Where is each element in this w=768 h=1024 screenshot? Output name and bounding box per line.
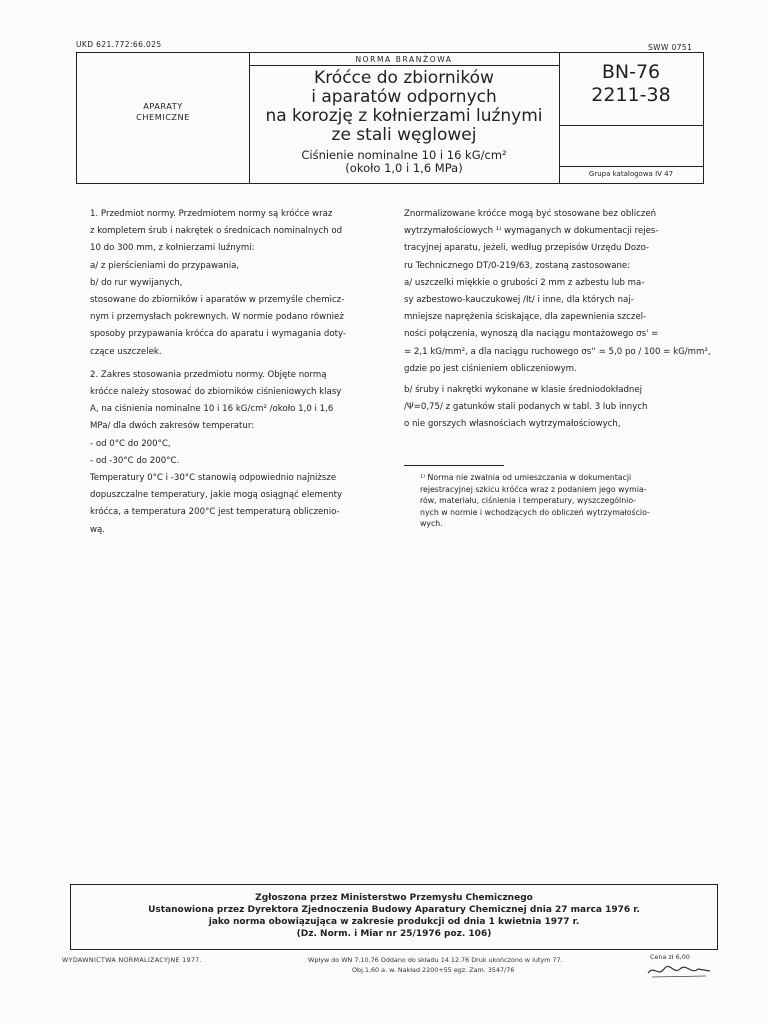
approval-line-2: Ustanowiona przez Dyrektora Zjednoczenia Budowy Aparatury Chemicznej dnia 27 marca 1976 r. [148, 905, 640, 915]
right-line-4: ru Technicznego DT/0-219/63, zostaną zastosowane: [404, 260, 631, 271]
right-line-13: o nie gorszych własnościach wytrzymałościowych, [404, 419, 621, 430]
catalog-group: Grupa katalogowa IV 47 [588, 170, 674, 178]
para-2-line-2: króćce należy stosować do zbiorników ciśnieniowych klasy [90, 387, 342, 398]
right-line-10: gdzie po jest ciśnieniem obliczeniowym. [404, 363, 577, 374]
standard-number: 2211-38 [591, 84, 671, 106]
right-column [404, 206, 714, 434]
approval-line-3: jako norma obowiązująca w zakresie produkcji od dnia 1 kwietnia 1977 r. [208, 917, 580, 927]
category-line-1: APARATY [143, 101, 183, 111]
para-2-line-5: - od 0°C do 200°C, [90, 438, 171, 449]
title-line-3: na korozję z kołnierzami luźnymi [265, 106, 543, 126]
para-1-line-1: 1. Przedmiot normy. Przedmiotem normy są króćce wraz [90, 209, 333, 219]
title-line-1: Króćce do zbiorników [314, 68, 494, 88]
price: Cena zł 6,00 [650, 953, 690, 961]
document-subtitle [249, 149, 559, 175]
para-2-line-7: Temperatury 0°C i -30°C stanowią odpowiednio najniższe [90, 473, 337, 484]
para-2-line-6: - od -30°C do 200°C. [90, 455, 180, 466]
print-info-1: Wpływ do WN 7.10.76 Oddano do składu 14.12.76 Druk ukończono w lutym 77. [308, 956, 563, 964]
right-line-11: b/ śruby i nakrętki wykonane w klasie średniodokładnej [404, 385, 643, 396]
handwritten-signature-icon [646, 963, 712, 979]
title-line-4: ze stali węglowej [331, 125, 477, 145]
para-1-line-9: czące uszczelek. [90, 346, 162, 357]
para-1-line-7: nym i przemysłach pokrewnych. W normie podano również [90, 312, 344, 323]
right-line-8: ności połączenia, wynoszą dla naciągu montażowego σs' = [404, 329, 659, 340]
approval-line-4: (Dz. Norm. i Miar nr 25/1976 poz. 106) [296, 929, 492, 939]
print-info-2: Obj.1,60 a. w. Nakład 2200+55 egz. Zam. 3547/76 [352, 966, 515, 974]
para-1-line-6: stosowane do zbiorników i aparatów w przemyśle chemicz- [90, 295, 345, 306]
subtitle-line-2: (około 1,0 i 1,6 MPa) [345, 161, 463, 175]
left-column [90, 206, 390, 539]
right-line-2: wytrzymałościowych ¹⁾ wymaganych w dokumentacji rejes- [404, 226, 659, 237]
standard-id-text: BN-76 [601, 61, 661, 83]
right-line-9: = 2,1 kG/mm², a dla naciągu ruchowego σs'' = 5,0 po / 100 = kG/mm², [404, 346, 711, 357]
para-2-line-3: A, na ciśnienia nominalne 10 i 16 kG/cm² /około 1,0 i 1,6 [90, 404, 334, 415]
right-line-3: tracyjnej aparatu, jeżeli, według przepisów Urzędu Dozo- [404, 243, 650, 254]
right-line-1: Znormalizowane króćce mogą być stosowane bez obliczeń [404, 209, 657, 219]
category-label [77, 101, 249, 123]
header-box [76, 52, 704, 184]
footnote-line-5: wych. [420, 519, 443, 528]
footnote [420, 472, 714, 530]
udc-code: UKD 621.772:66.025 [76, 40, 162, 49]
para-2-line-1: 2. Zakres stosowania przedmiotu normy. Objęte normą [90, 369, 327, 380]
para-1-line-5: b/ do rur wywijanych, [90, 277, 183, 288]
publisher: WYDAWNICTWA NORMALIZACYJNE 1977. [62, 956, 202, 964]
approval-box [70, 884, 718, 950]
sww-code: SWW 0751 [648, 43, 693, 52]
handwritten-mark [646, 963, 712, 982]
footnote-line-4: nych w normie i wchodzących do obliczeń wytrzymałościo- [420, 507, 650, 517]
subtitle-line-1: Ciśnienie nominalne 10 i 16 kG/cm² [301, 148, 507, 162]
right-line-12: /Ψ=0,75/ z gatunków stali podanych w tabl. 3 lub innych [404, 402, 648, 413]
para-2-line-4: MPa/ dla dwóch zakresów temperatur: [90, 421, 255, 432]
right-line-7: mniejsze naprężenia ściskające, dla zapewnienia szczel- [404, 312, 647, 323]
document-title [249, 69, 559, 145]
footnote-line-3: rów, materiału, ciśnienia i temperatury, wyszczególnio- [420, 496, 637, 505]
category-line-2: CHEMICZNE [136, 112, 190, 122]
para-2-line-10: wą. [90, 524, 106, 535]
para-1-line-8: sposoby przypawania króćca do aparatu i wymagania doty- [90, 329, 346, 340]
footnote-line-1: ¹⁾ Norma nie zwalnia od umieszczania w dokumentacji [420, 473, 632, 482]
right-line-5: a/ uszczelki miękkie o grubości 2 mm z azbestu lub ma- [404, 277, 645, 288]
standard-id [559, 61, 703, 107]
footnote-line-2: rejestracyjnej szkicu króćca wraz z podaniem jego wymia- [420, 484, 647, 494]
para-1-line-2: z kompletem śrub i nakrętek o średnicach nominalnych od [90, 226, 343, 237]
approval-line-1: Zgłoszona przez Ministerstwo Przemysłu Chemicznego [255, 893, 533, 903]
para-1-line-3: 10 do 300 mm, z kołnierzami luźnymi: [90, 243, 255, 254]
right-line-6: sy azbestowo-kauczukowej /It/ i inne, dla których naj- [404, 295, 634, 306]
para-2-line-8: dopuszczalne temperatury, jakie mogą osiągnąć elementy [90, 490, 343, 501]
para-1-line-4: a/ z pierścieniami do przypawania, [90, 260, 240, 271]
norma-label: NORMA BRANŻOWA [355, 55, 453, 64]
para-2-line-9: króćca, a temperatura 200°C jest temperaturą obliczenio- [90, 507, 340, 518]
title-line-2: i aparatów odpornych [311, 87, 497, 107]
footnote-rule [404, 465, 504, 466]
